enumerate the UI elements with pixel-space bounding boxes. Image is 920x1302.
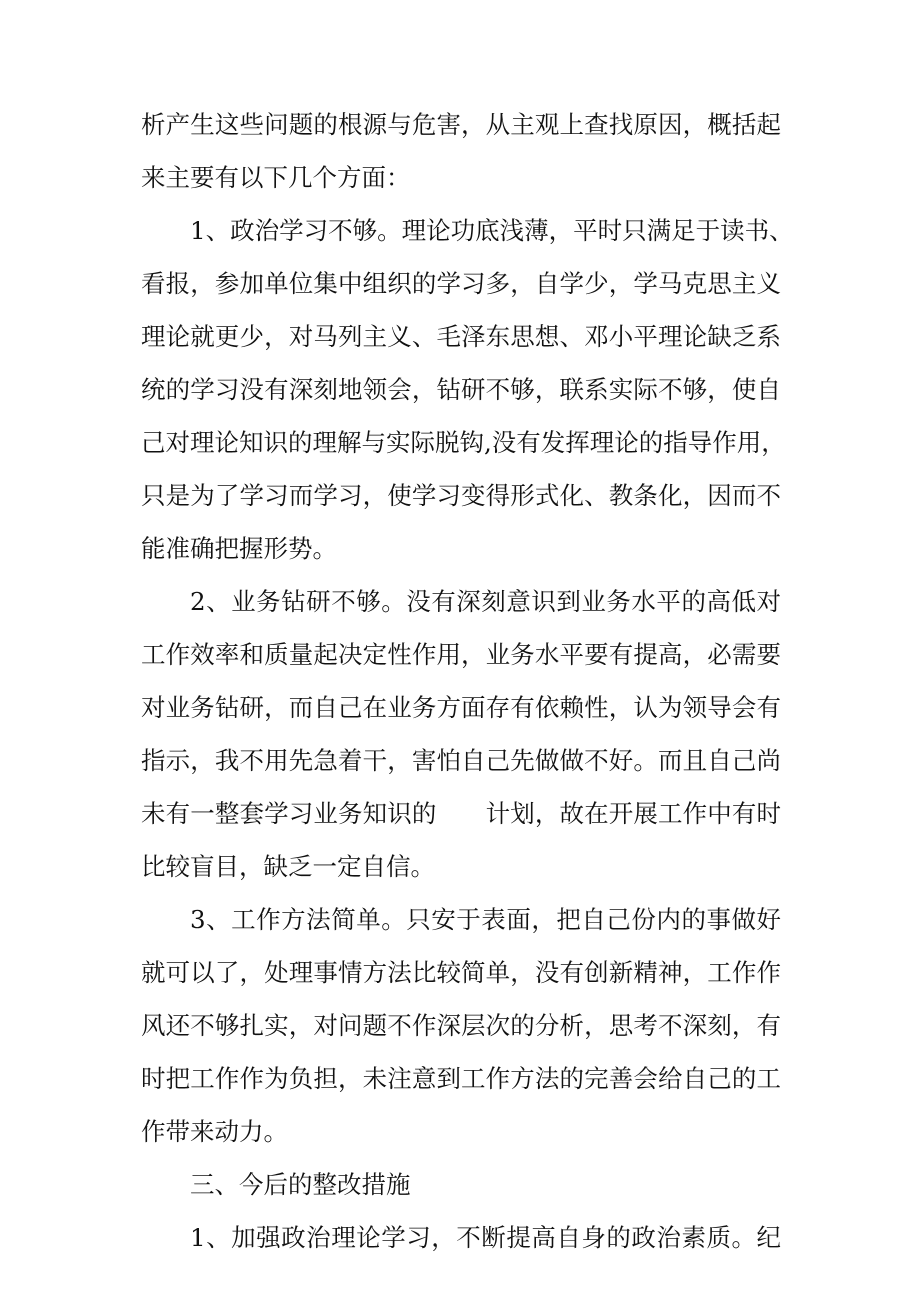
text-line-5: 理论就更少，对马列主义、毛泽东思想、邓小平理论缺乏系: [141, 322, 781, 351]
text-line-4: 看报，参加单位集中组织的学习多，自学少，学马克思主义: [141, 269, 781, 298]
text-line-8: 只是为了学习而学习，使学习变得形式化、教条化，因而不: [141, 481, 781, 510]
text-line-17: 就可以了，处理事情方法比较简单，没有创新精神，工作作: [141, 958, 781, 987]
text-line-18: 风还不够扎实，对问题不作深层次的分析，思考不深刻，有: [141, 1011, 781, 1040]
text-line-1: 析产生这些问题的根源与危害，从主观上查找原因，概括起: [141, 110, 781, 139]
text-line-14: 未有一整套学习业务知识的 计划，故在开展工作中有时: [141, 799, 781, 828]
text-line-13: 指示，我不用先急着干，害怕自己先做做不好。而且自己尚: [141, 746, 781, 775]
text-line-7: 己对理论知识的理解与实际脱钩,没有发挥理论的指导作用，: [141, 428, 786, 457]
paragraph-3-first-line: 3、工作方法简单。只安于表面，把自己份内的事做好: [190, 905, 781, 934]
section-heading: 三、今后的整改措施: [190, 1170, 411, 1199]
paragraph-4-first-line: 1、加强政治理论学习，不断提高自身的政治素质。纪: [190, 1223, 781, 1252]
text-line-19: 时把工作作为负担，未注意到工作方法的完善会给自己的工: [141, 1064, 781, 1093]
text-line-9: 能准确把握形势。: [141, 534, 337, 563]
text-line-6: 统的学习没有深刻地领会，钻研不够，联系实际不够，使自: [141, 375, 781, 404]
text-line-12: 对业务钻研，而自己在业务方面存有依赖性，认为领导会有: [141, 693, 781, 722]
text-line-20: 作带来动力。: [141, 1117, 288, 1146]
paragraph-2-first-line: 2、业务钻研不够。没有深刻意识到业务水平的高低对: [190, 587, 781, 616]
text-line-15: 比较盲目，缺乏一定自信。: [141, 852, 435, 881]
text-line-2: 来主要有以下几个方面：: [141, 163, 411, 192]
paragraph-1-first-line: 1、政治学习不够。理论功底浅薄，平时只满足于读书、: [190, 216, 794, 245]
text-line-11: 工作效率和质量起决定性作用，业务水平要有提高，必需要: [141, 640, 781, 669]
